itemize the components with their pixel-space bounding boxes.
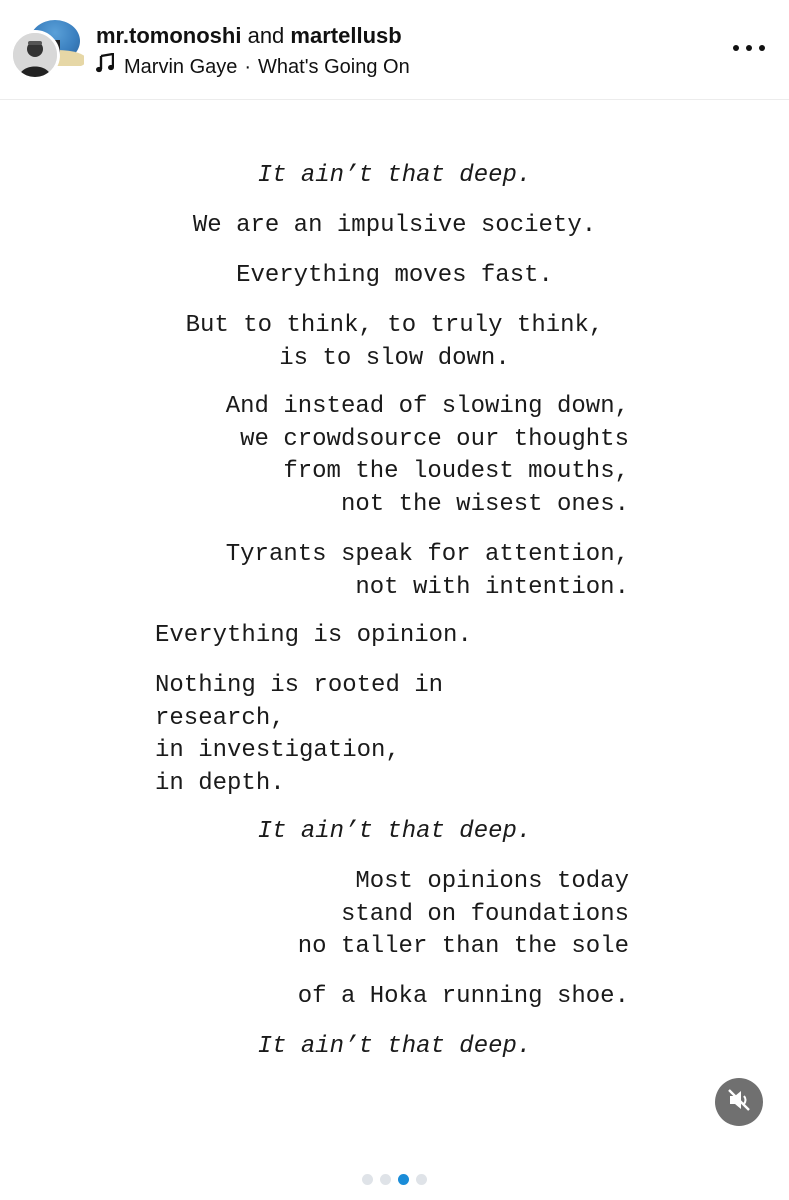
mute-button[interactable]: [715, 1078, 763, 1126]
poem-refrain: It ain’t that deep.: [257, 818, 532, 845]
poem-stanza: of a Hoka running shoe.: [297, 983, 629, 1010]
author-link-1[interactable]: mr.tomonoshi: [96, 23, 242, 48]
carousel-indicator: [0, 1172, 789, 1186]
more-options-icon: [733, 45, 739, 51]
carousel-dot-active[interactable]: [398, 1174, 409, 1185]
poem-stanza: Tyrants speak for attention, not with intention.: [225, 541, 629, 601]
poem-slide: [0, 100, 789, 1160]
poem-stanza: Nothing is rooted in research, in investigation, in depth.: [155, 672, 444, 797]
collab-avatars[interactable]: [10, 16, 74, 82]
carousel-dot[interactable]: [362, 1174, 373, 1185]
audio-separator: ·: [244, 55, 252, 78]
post-header: [0, 0, 789, 100]
audio-artist: Marvin Gaye: [124, 55, 238, 78]
poem-stanza: Everything moves fast.: [236, 262, 553, 289]
poem-stanza: We are an impulsive society.: [192, 212, 597, 239]
post-authors: [96, 22, 402, 50]
more-options-button[interactable]: [733, 38, 765, 58]
carousel-dot[interactable]: [416, 1174, 427, 1185]
poem-stanza: Most opinions today stand on foundations no taller than the sole: [297, 868, 629, 960]
music-note-icon: [96, 53, 124, 80]
poem-refrain: It ain’t that deep.: [257, 162, 532, 189]
carousel-dot[interactable]: [380, 1174, 391, 1185]
audio-song: What's Going On: [258, 55, 410, 78]
poem-stanza: But to think, to truly think, is to slow down.: [185, 312, 604, 372]
poem-stanza: And instead of slowing down, we crowdsource our thoughts from the loudest mouths, not the wisest ones.: [225, 393, 629, 518]
author-link-2[interactable]: martellusb: [290, 23, 402, 48]
poem-refrain: It ain’t that deep.: [257, 1033, 532, 1060]
authors-conjunction: and: [247, 23, 285, 48]
speaker-muted-icon: [726, 1087, 752, 1118]
avatar-mr-tomonoshi[interactable]: [10, 30, 60, 80]
audio-attribution[interactable]: [96, 53, 410, 80]
poem-stanza: Everything is opinion.: [155, 622, 472, 649]
